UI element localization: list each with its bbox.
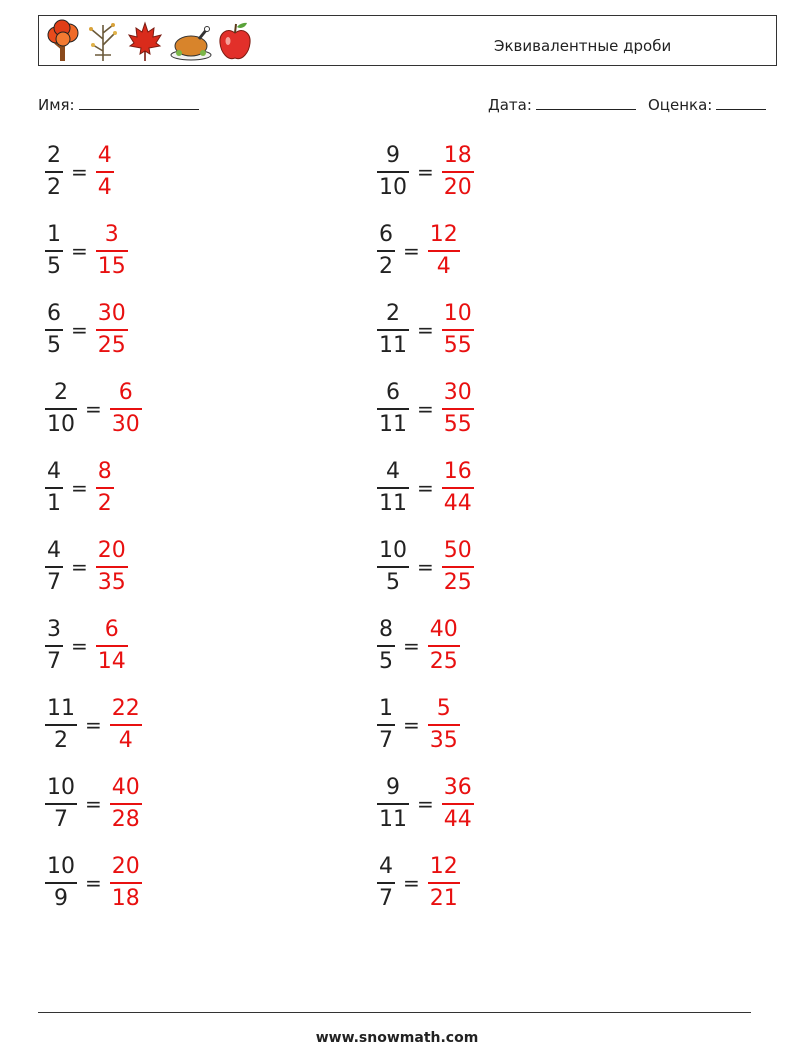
given-numerator: 4 bbox=[386, 459, 400, 485]
given-fraction bbox=[377, 301, 409, 359]
answer-fraction bbox=[96, 538, 128, 596]
given-numerator: 1 bbox=[379, 696, 393, 722]
given-fraction bbox=[377, 538, 409, 596]
answer-denominator: 44 bbox=[443, 806, 472, 832]
fraction-bar bbox=[96, 566, 128, 568]
given-denominator: 2 bbox=[54, 727, 68, 753]
given-numerator: 4 bbox=[47, 538, 61, 564]
fraction-bar bbox=[377, 724, 395, 726]
fraction-bar bbox=[377, 171, 409, 173]
fraction-bar bbox=[45, 250, 63, 252]
given-denominator: 10 bbox=[47, 411, 75, 437]
answer-denominator: 35 bbox=[97, 569, 126, 595]
fraction-bar bbox=[442, 566, 474, 568]
given-fraction bbox=[377, 222, 395, 280]
fraction-bar bbox=[96, 250, 128, 252]
given-numerator: 1 bbox=[47, 222, 61, 248]
answer-denominator: 25 bbox=[443, 569, 472, 595]
given-denominator: 2 bbox=[47, 174, 61, 200]
answer-denominator: 21 bbox=[429, 885, 458, 911]
given-fraction bbox=[45, 775, 77, 833]
answer-denominator: 18 bbox=[111, 885, 140, 911]
answer-numerator: 4 bbox=[97, 143, 112, 169]
equivalent-fraction-problem bbox=[377, 140, 474, 204]
given-fraction bbox=[45, 222, 63, 280]
footer-url[interactable]: www.snowmath.com bbox=[315, 1030, 479, 1046]
given-numerator: 4 bbox=[379, 854, 393, 880]
given-numerator: 9 bbox=[386, 775, 400, 801]
equals-sign: = bbox=[417, 555, 434, 579]
equals-sign: = bbox=[417, 318, 434, 342]
given-denominator: 1 bbox=[47, 490, 61, 516]
fraction-bar bbox=[442, 329, 474, 331]
fraction-bar bbox=[110, 408, 142, 410]
equals-sign: = bbox=[71, 634, 88, 658]
fraction-bar bbox=[442, 171, 474, 173]
answer-denominator: 44 bbox=[443, 490, 472, 516]
score-label: Оценка: bbox=[648, 96, 713, 114]
answer-numerator: 6 bbox=[104, 617, 119, 643]
answer-fraction bbox=[110, 696, 142, 754]
fraction-bar bbox=[428, 645, 460, 647]
answer-numerator: 10 bbox=[443, 301, 472, 327]
equivalent-fraction-problem bbox=[377, 851, 460, 915]
equals-sign: = bbox=[85, 713, 102, 737]
answer-denominator: 4 bbox=[436, 253, 451, 279]
answer-fraction bbox=[442, 143, 474, 201]
given-fraction bbox=[45, 854, 77, 912]
maple-leaf-icon bbox=[125, 19, 165, 63]
fraction-bar bbox=[110, 724, 142, 726]
given-fraction bbox=[377, 459, 409, 517]
answer-denominator: 55 bbox=[443, 332, 472, 358]
given-numerator: 6 bbox=[379, 222, 393, 248]
fraction-bar bbox=[377, 329, 409, 331]
answer-fraction bbox=[442, 380, 474, 438]
fraction-bar bbox=[45, 566, 63, 568]
fraction-bar bbox=[45, 803, 77, 805]
fraction-bar bbox=[428, 724, 460, 726]
answer-fraction bbox=[442, 775, 474, 833]
fraction-bar bbox=[428, 882, 460, 884]
answer-denominator: 15 bbox=[97, 253, 126, 279]
answer-numerator: 5 bbox=[436, 696, 451, 722]
answer-numerator: 36 bbox=[443, 775, 472, 801]
equals-sign: = bbox=[417, 397, 434, 421]
worksheet-header bbox=[38, 15, 777, 66]
answer-fraction bbox=[442, 459, 474, 517]
equivalent-fraction-problem bbox=[377, 772, 474, 836]
given-numerator: 2 bbox=[54, 380, 68, 406]
answer-numerator: 12 bbox=[429, 854, 458, 880]
fraction-bar bbox=[45, 329, 63, 331]
date-field[interactable] bbox=[488, 95, 636, 114]
equivalent-fraction-problem bbox=[45, 456, 114, 520]
roast-turkey-icon bbox=[169, 19, 213, 63]
equivalent-fraction-problem bbox=[45, 140, 114, 204]
answer-fraction bbox=[428, 854, 460, 912]
given-denominator: 11 bbox=[379, 332, 407, 358]
fraction-bar bbox=[377, 803, 409, 805]
fraction-bar bbox=[377, 250, 395, 252]
equivalent-fraction-problem bbox=[45, 219, 128, 283]
fraction-bar bbox=[442, 803, 474, 805]
answer-fraction bbox=[442, 301, 474, 359]
given-denominator: 9 bbox=[54, 885, 68, 911]
answer-fraction bbox=[96, 222, 128, 280]
given-denominator: 11 bbox=[379, 411, 407, 437]
name-label: Имя: bbox=[38, 96, 75, 114]
fraction-bar bbox=[96, 645, 128, 647]
equals-sign: = bbox=[71, 555, 88, 579]
fraction-bar bbox=[110, 803, 142, 805]
given-denominator: 2 bbox=[379, 253, 393, 279]
score-field[interactable] bbox=[648, 95, 766, 114]
answer-denominator: 35 bbox=[429, 727, 458, 753]
equals-sign: = bbox=[71, 318, 88, 342]
fraction-bar bbox=[377, 882, 395, 884]
given-fraction bbox=[377, 380, 409, 438]
answer-numerator: 3 bbox=[104, 222, 119, 248]
given-denominator: 11 bbox=[379, 490, 407, 516]
fraction-bar bbox=[45, 882, 77, 884]
answer-fraction bbox=[110, 854, 142, 912]
given-denominator: 5 bbox=[47, 253, 61, 279]
given-denominator: 7 bbox=[379, 885, 393, 911]
given-numerator: 8 bbox=[379, 617, 393, 643]
given-denominator: 5 bbox=[386, 569, 400, 595]
answer-denominator: 20 bbox=[443, 174, 472, 200]
given-fraction bbox=[45, 380, 77, 438]
given-fraction bbox=[45, 617, 63, 675]
equals-sign: = bbox=[71, 160, 88, 184]
equivalent-fraction-problem bbox=[45, 851, 142, 915]
score-blank[interactable] bbox=[716, 95, 766, 110]
answer-numerator: 12 bbox=[429, 222, 458, 248]
given-fraction bbox=[377, 775, 409, 833]
fraction-bar bbox=[96, 487, 114, 489]
answer-denominator: 25 bbox=[97, 332, 126, 358]
answer-denominator: 4 bbox=[97, 174, 112, 200]
date-blank[interactable] bbox=[536, 95, 636, 110]
bare-branch-icon bbox=[85, 19, 121, 63]
given-numerator: 6 bbox=[386, 380, 400, 406]
equivalent-fraction-problem bbox=[45, 377, 142, 441]
equals-sign: = bbox=[403, 871, 420, 895]
equals-sign: = bbox=[71, 239, 88, 263]
header-icons bbox=[45, 19, 253, 63]
given-fraction bbox=[45, 301, 63, 359]
answer-fraction bbox=[96, 143, 114, 201]
fraction-bar bbox=[45, 171, 63, 173]
fraction-bar bbox=[377, 487, 409, 489]
answer-denominator: 30 bbox=[111, 411, 140, 437]
answer-denominator: 14 bbox=[97, 648, 126, 674]
answer-numerator: 20 bbox=[111, 854, 140, 880]
given-denominator: 5 bbox=[379, 648, 393, 674]
answer-numerator: 18 bbox=[443, 143, 472, 169]
equals-sign: = bbox=[85, 792, 102, 816]
answer-numerator: 20 bbox=[97, 538, 126, 564]
given-fraction bbox=[377, 617, 395, 675]
answer-denominator: 55 bbox=[443, 411, 472, 437]
answer-fraction bbox=[428, 696, 460, 754]
fraction-bar bbox=[96, 171, 114, 173]
answer-numerator: 22 bbox=[111, 696, 140, 722]
equivalent-fraction-problem bbox=[377, 535, 474, 599]
equals-sign: = bbox=[403, 713, 420, 737]
answer-fraction bbox=[428, 222, 460, 280]
given-numerator: 2 bbox=[386, 301, 400, 327]
given-fraction bbox=[377, 143, 409, 201]
given-numerator: 10 bbox=[47, 775, 75, 801]
equals-sign: = bbox=[403, 239, 420, 263]
given-fraction bbox=[377, 696, 395, 754]
date-label: Дата: bbox=[488, 96, 532, 114]
given-denominator: 5 bbox=[47, 332, 61, 358]
answer-numerator: 30 bbox=[443, 380, 472, 406]
fraction-bar bbox=[442, 487, 474, 489]
answer-numerator: 30 bbox=[97, 301, 126, 327]
given-numerator: 10 bbox=[47, 854, 75, 880]
answer-numerator: 40 bbox=[111, 775, 140, 801]
worksheet-title: Эквивалентные дроби bbox=[494, 37, 672, 55]
answer-numerator: 40 bbox=[429, 617, 458, 643]
answer-fraction bbox=[96, 459, 114, 517]
given-denominator: 10 bbox=[379, 174, 407, 200]
autumn-tree-icon bbox=[45, 19, 81, 63]
given-numerator: 10 bbox=[379, 538, 407, 564]
fraction-bar bbox=[377, 645, 395, 647]
fraction-bar bbox=[96, 329, 128, 331]
apple-icon bbox=[217, 19, 253, 63]
answer-denominator: 4 bbox=[118, 727, 133, 753]
name-blank[interactable] bbox=[79, 95, 199, 110]
given-fraction bbox=[45, 143, 63, 201]
given-denominator: 11 bbox=[379, 806, 407, 832]
fraction-bar bbox=[442, 408, 474, 410]
equivalent-fraction-problem bbox=[45, 693, 142, 757]
answer-denominator: 25 bbox=[429, 648, 458, 674]
answer-denominator: 28 bbox=[111, 806, 140, 832]
answer-numerator: 16 bbox=[443, 459, 472, 485]
fraction-bar bbox=[45, 408, 77, 410]
given-numerator: 2 bbox=[47, 143, 61, 169]
equivalent-fraction-problem bbox=[45, 535, 128, 599]
fraction-bar bbox=[377, 408, 409, 410]
answer-numerator: 8 bbox=[97, 459, 112, 485]
equals-sign: = bbox=[417, 160, 434, 184]
answer-numerator: 6 bbox=[118, 380, 133, 406]
equals-sign: = bbox=[85, 397, 102, 421]
given-numerator: 4 bbox=[47, 459, 61, 485]
equals-sign: = bbox=[417, 792, 434, 816]
equivalent-fraction-problem bbox=[45, 772, 142, 836]
fraction-bar bbox=[45, 645, 63, 647]
given-denominator: 7 bbox=[54, 806, 68, 832]
equivalent-fraction-problem bbox=[377, 614, 460, 678]
given-denominator: 7 bbox=[379, 727, 393, 753]
given-numerator: 3 bbox=[47, 617, 61, 643]
equivalent-fraction-problem bbox=[377, 219, 460, 283]
given-numerator: 9 bbox=[386, 143, 400, 169]
equals-sign: = bbox=[417, 476, 434, 500]
answer-numerator: 50 bbox=[443, 538, 472, 564]
answer-fraction bbox=[442, 538, 474, 596]
equivalent-fraction-problem bbox=[377, 377, 474, 441]
answer-fraction bbox=[96, 301, 128, 359]
fraction-bar bbox=[45, 487, 63, 489]
fraction-bar bbox=[45, 724, 77, 726]
given-numerator: 11 bbox=[47, 696, 75, 722]
answer-fraction bbox=[428, 617, 460, 675]
name-field[interactable] bbox=[38, 95, 199, 114]
given-denominator: 7 bbox=[47, 648, 61, 674]
equivalent-fraction-problem bbox=[377, 693, 460, 757]
answer-fraction bbox=[110, 775, 142, 833]
fraction-bar bbox=[377, 566, 409, 568]
given-fraction bbox=[45, 696, 77, 754]
answer-fraction bbox=[110, 380, 142, 438]
answer-fraction bbox=[96, 617, 128, 675]
equivalent-fraction-problem bbox=[45, 298, 128, 362]
equals-sign: = bbox=[71, 476, 88, 500]
equivalent-fraction-problem bbox=[377, 298, 474, 362]
given-fraction bbox=[45, 538, 63, 596]
given-fraction bbox=[45, 459, 63, 517]
equals-sign: = bbox=[85, 871, 102, 895]
equivalent-fraction-problem bbox=[45, 614, 128, 678]
fraction-bar bbox=[428, 250, 460, 252]
footer-divider bbox=[38, 1012, 751, 1013]
given-fraction bbox=[377, 854, 395, 912]
given-numerator: 6 bbox=[47, 301, 61, 327]
equals-sign: = bbox=[403, 634, 420, 658]
given-denominator: 7 bbox=[47, 569, 61, 595]
answer-denominator: 2 bbox=[97, 490, 112, 516]
fraction-bar bbox=[110, 882, 142, 884]
equivalent-fraction-problem bbox=[377, 456, 474, 520]
